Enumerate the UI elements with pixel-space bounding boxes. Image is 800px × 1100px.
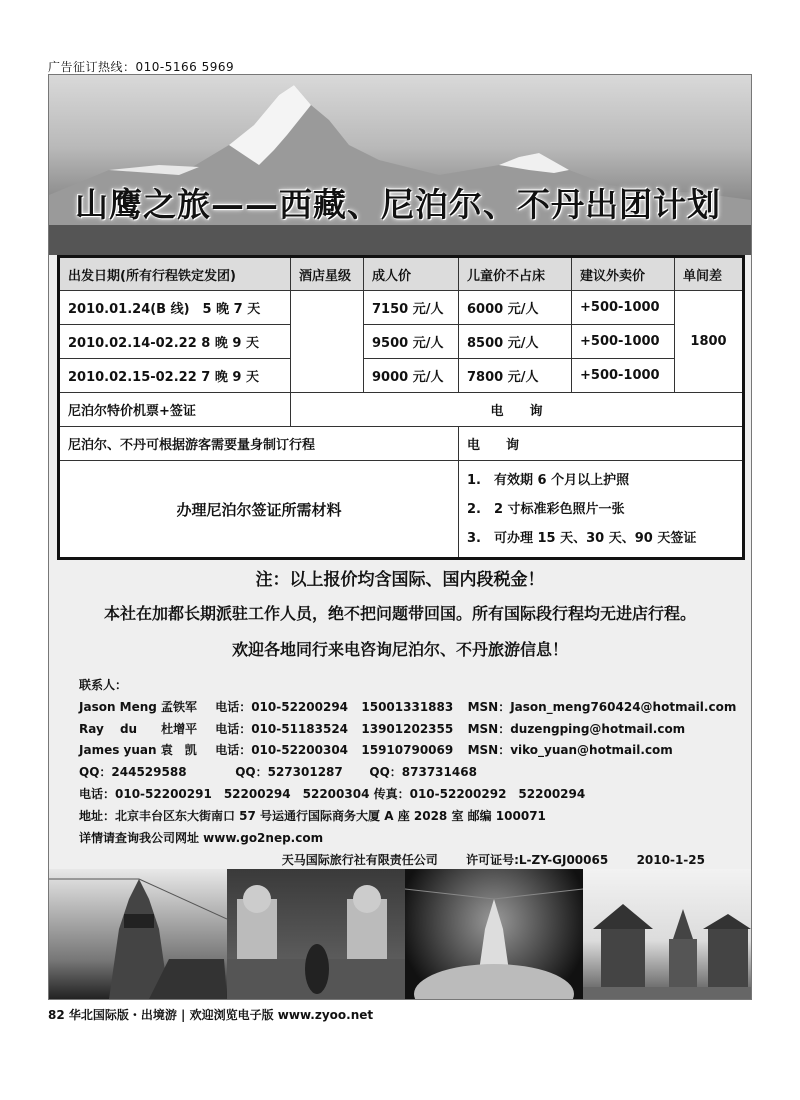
airfare-label: 尼泊尔特价机票+签证 [59,393,291,427]
header-child: 儿童价不占床 [459,257,572,291]
contact-msn: MSN：duzengping@hotmail.com [467,721,686,736]
qq-row [79,762,736,784]
contact-tel: 电话：010-52200304 [215,743,349,758]
row-adult: 7150 元/人 [364,291,459,325]
issue-date: 2010-1-25 [636,853,705,867]
row-suggest: +500-1000 [572,325,675,359]
stupa-photo [49,869,227,999]
ad-hotline: 广告征订热线：010-5166 5969 [48,60,235,74]
contact-name: Ray du 杜增平 [79,721,198,736]
row-child: 7800 元/人 [459,359,572,393]
page-footer: 82 华北国际版・出境游 | 欢迎浏览电子版 www.zyoo.net [48,1008,374,1022]
contact-row [79,740,736,762]
row-child: 8500 元/人 [459,325,572,359]
contact-row [79,697,736,719]
table-row [59,359,744,393]
contact-name: James yuan 袁 凯 [79,743,197,758]
header-single: 单间差 [675,257,744,291]
hero-banner [49,75,751,255]
photo-strip [49,869,751,999]
header-suggest: 建议外卖价 [572,257,675,291]
address-line: 地址：北京丰台区东大街南口 57 号运通行国际商务大厦 A 座 2028 室 邮编 100071 [79,808,546,823]
durbar-square-photo [583,869,751,999]
contact-tel: 电话：010-52200294 [215,699,349,714]
row-date: 2010.02.15-02.22 7 晚 9 天 [59,359,291,393]
single-supplement: 1800 [675,291,744,393]
row-suggest: +500-1000 [572,359,675,393]
row-date: 2010.02.14-02.22 8 晚 9 天 [59,325,291,359]
header-adult: 成人价 [364,257,459,291]
contact-msn: MSN：Jason_meng760424@hotmail.com [467,699,737,714]
table-header-row [59,257,744,291]
qq-number: QQ：527301287 [235,765,343,780]
contact-msn: MSN：viko_yuan@hotmail.com [467,743,673,758]
temple-statues-photo [227,869,405,999]
company-name: 天马国际旅行社有限责任公司 [281,853,438,867]
row-hotel [291,291,364,393]
visa-item: 3. 可办理 15 天、30 天、90 天签证 [467,530,697,546]
airfare-value: 电 询 [291,393,744,427]
row-child: 6000 元/人 [459,291,572,325]
advertisement-frame [48,74,752,1000]
website-line: 详情请查询我公司网址 www.go2nep.com [79,830,324,845]
phone-fax-line: 电话：010-52200291 52200294 52200304 传真：010-52200292 52200294 [79,786,586,801]
table-row [59,461,744,559]
table-row [59,291,744,325]
header-date: 出发日期(所有行程铁定发团) [59,257,291,291]
visa-label: 办理尼泊尔签证所需材料 [59,461,459,559]
custom-label: 尼泊尔、不丹可根据游客需要量身制订行程 [59,427,459,461]
header-hotel: 酒店星级 [291,257,364,291]
mountain-illustration [49,75,751,255]
row-date: 2010.01.24(B 线) 5 晚 7 天 [59,291,291,325]
custom-value: 电 询 [459,427,744,461]
license-number: 许可证号:L-ZY-GJ00065 [466,853,609,867]
contact-tel: 电话：010-51183524 [215,721,349,736]
contact-mobile: 15910790069 [361,743,454,758]
hero-title: 山鹰之旅——西藏、尼泊尔、不丹出团计划 [75,185,721,224]
row-suggest: +500-1000 [572,291,675,325]
prayer-flags-photo [405,869,583,999]
contact-row [79,719,736,741]
contact-mobile: 13901202355 [361,721,454,736]
row-adult: 9500 元/人 [364,325,459,359]
contact-mobile: 15001331883 [361,699,454,714]
visa-item: 1. 有效期 6 个月以上护照 [467,472,630,488]
price-table [57,255,745,560]
qq-number: QQ：244529588 [79,765,187,780]
contact-block [79,675,736,849]
qq-number: QQ：873731468 [369,765,477,780]
table-row [59,325,744,359]
contact-name: Jason Meng 孟铁军 [79,699,198,714]
staff-note: 本社在加都长期派驻工作人员，绝不把问题带回国。所有国际段行程均无进店行程。 [103,604,696,623]
visa-items [459,461,744,559]
table-row [59,427,744,461]
welcome-note: 欢迎各地同行来电咨询尼泊尔、不丹旅游信息！ [231,640,568,659]
contacts-title: 联系人： [79,678,128,692]
visa-item: 2. 2 寸标准彩色照片一张 [467,501,625,517]
row-adult: 9000 元/人 [364,359,459,393]
company-line [282,851,705,868]
table-row [59,393,744,427]
tax-note: 注：以上报价均含国际、国内段税金！ [255,570,545,590]
